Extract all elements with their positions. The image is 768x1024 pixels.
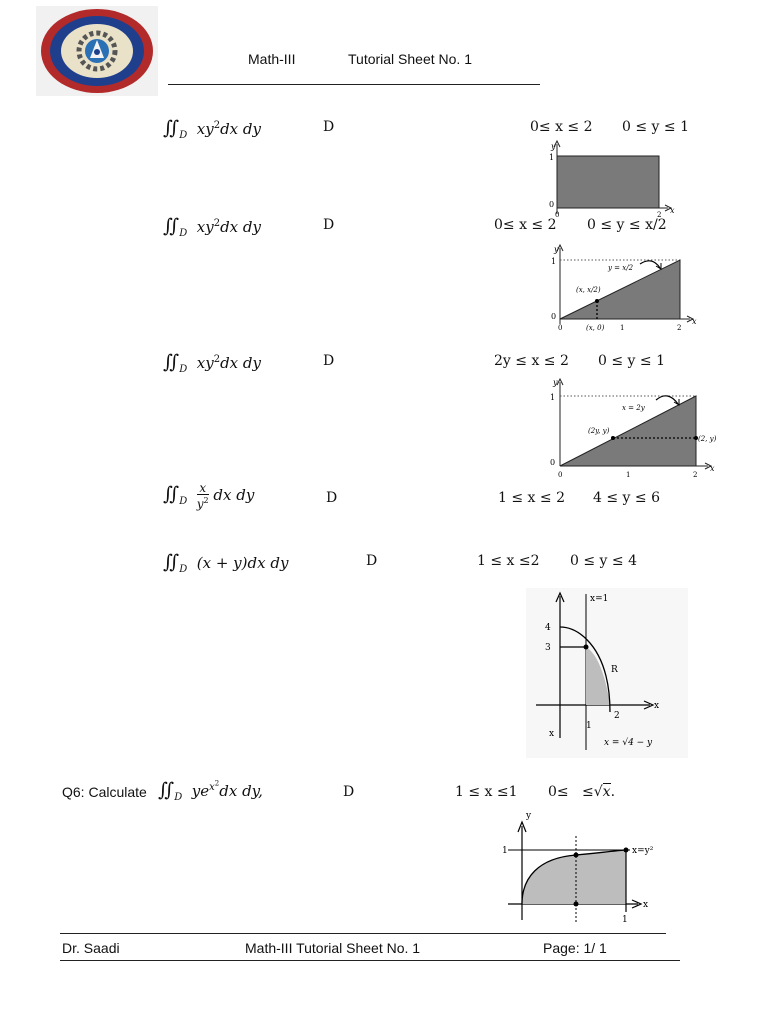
fig4-tick-1: 1 <box>586 721 592 731</box>
problem-2-cond-x: 0≤ x ≤ 2 <box>494 217 557 233</box>
problem-3-cond-x: 2y ≤ x ≤ 2 <box>494 353 569 369</box>
fig2-point-top: (x, x/2) <box>576 286 601 294</box>
problem-2-integral: $∬_D$ $xy^2dx$ dy <box>163 215 261 239</box>
logo-seal-icon <box>36 6 158 96</box>
fig1-origin: 0 <box>549 200 555 209</box>
fig2-x-axis-label: x <box>692 317 697 326</box>
fig5-curve-label: x=y² <box>632 846 654 856</box>
footer-divider-bottom <box>60 960 680 961</box>
fig2-curve-label: y = x/2 <box>608 264 634 272</box>
fig2-tick-x0: 0 <box>558 324 563 332</box>
q6-integral: $∬_D$ $ye^{x^2}dx$ dy, <box>158 779 263 803</box>
fig2-y-axis-label: y <box>554 245 559 254</box>
fig5-y-axis-label: y <box>526 811 532 821</box>
fig3-point-right: (2, y) <box>698 435 717 443</box>
problem-5-domain: D <box>366 553 378 569</box>
problem-4-cond-y: 4 ≤ y ≤ 6 <box>593 490 660 506</box>
fig2-tick-y: 1 <box>551 257 557 266</box>
problem-4-fraction: $\frac{x}{y^2}$ <box>196 481 209 511</box>
problem-5-cond-y: 0 ≤ y ≤ 4 <box>570 553 637 569</box>
fig3-tick-y: 1 <box>550 393 556 402</box>
fig3-point-left: (2y, y) <box>588 427 610 435</box>
fig4-x-below-label: x <box>549 729 555 739</box>
fig2-point-bottom: (x, 0) <box>586 324 605 332</box>
footer-title: Math-III Tutorial Sheet No. 1 <box>245 940 421 956</box>
fig4-region-label: R <box>611 665 618 675</box>
fig1-y-axis-label: y <box>551 142 556 151</box>
header-divider <box>168 84 540 85</box>
header-sheet: Tutorial Sheet No. 1 <box>348 51 472 67</box>
figure-4-quarter-region <box>526 588 688 758</box>
fig1-tick-y: 1 <box>549 153 555 162</box>
fig4-x-axis-label: x <box>654 701 660 711</box>
fig1-tick-x: 2 <box>657 211 662 219</box>
fig2-origin: 0 <box>551 312 557 321</box>
footer-page: Page: 1/ 1 <box>543 940 607 956</box>
fig4-tick-3: 3 <box>545 643 551 653</box>
fig4-tick-2: 2 <box>614 711 620 721</box>
fig3-tick-x1: 1 <box>626 471 631 479</box>
fig3-origin: 0 <box>550 458 556 467</box>
problem-1-cond-y: 0 ≤ y ≤ 1 <box>622 119 689 135</box>
fig3-curve-label: x = 2y <box>622 404 645 412</box>
problem-1-domain: D <box>323 119 335 135</box>
fig5-tick-y: 1 <box>502 846 508 856</box>
fig3-tick-x0: 0 <box>558 471 563 479</box>
problem-4-integral: $∬_D$ $\frac{x}{y^2}$ dx dy <box>163 481 255 511</box>
q6-cond-x: 1 ≤ x ≤1 <box>455 784 518 800</box>
fig5-tick-x: 1 <box>622 915 628 925</box>
fig3-tick-x2: 2 <box>693 471 698 479</box>
university-logo <box>36 6 158 96</box>
problem-5-cond-x: 1 ≤ x ≤2 <box>477 553 540 569</box>
problem-1-cond-x: 0≤ x ≤ 2 <box>530 119 593 135</box>
footer-author: Dr. Saadi <box>62 940 120 956</box>
fig4-curve-label: x = √4 − y <box>604 738 653 748</box>
fig4-line-label: x=1 <box>590 594 609 604</box>
fig1-x-axis-label: x <box>670 206 675 215</box>
problem-4-domain: D <box>326 490 338 506</box>
problem-5-integral: $∬_D$ (x + y)dx dy <box>163 551 289 575</box>
q6-cond-y: 0≤ ≤√x. <box>548 784 616 800</box>
problem-2-cond-y: 0 ≤ y ≤ x/2 <box>587 217 667 233</box>
problem-3-domain: D <box>323 353 335 369</box>
fig1-tick-x0: 0 <box>555 211 560 219</box>
q6-domain: D <box>343 784 355 800</box>
fig5-x-axis-label: x <box>643 900 649 910</box>
figure-2-triangle-region <box>540 240 700 336</box>
figure-1-rectangle-region <box>540 138 680 220</box>
fig3-x-axis-label: x <box>710 464 715 473</box>
figure-5-sqrt-region <box>498 808 670 926</box>
fig4-tick-4: 4 <box>545 623 551 633</box>
problem-3-cond-y: 0 ≤ y ≤ 1 <box>598 353 665 369</box>
problem-2-domain: D <box>323 217 335 233</box>
header-course: Math-III <box>248 51 296 67</box>
q6-label: Q6: Calculate <box>62 784 147 800</box>
problem-3-integral: $∬_D$ $xy^2dx$ dy <box>163 351 261 375</box>
fig3-y-axis-label: y <box>553 378 558 387</box>
problem-1-integral: $∬_D$ $xy^2dx$ dy <box>163 117 261 141</box>
footer-divider-top <box>60 933 666 934</box>
fig2-tick-x1: 1 <box>620 324 625 332</box>
fig2-tick-x2: 2 <box>677 324 682 332</box>
problem-4-cond-x: 1 ≤ x ≤ 2 <box>498 490 565 506</box>
figure-3-triangle-region <box>538 374 718 480</box>
